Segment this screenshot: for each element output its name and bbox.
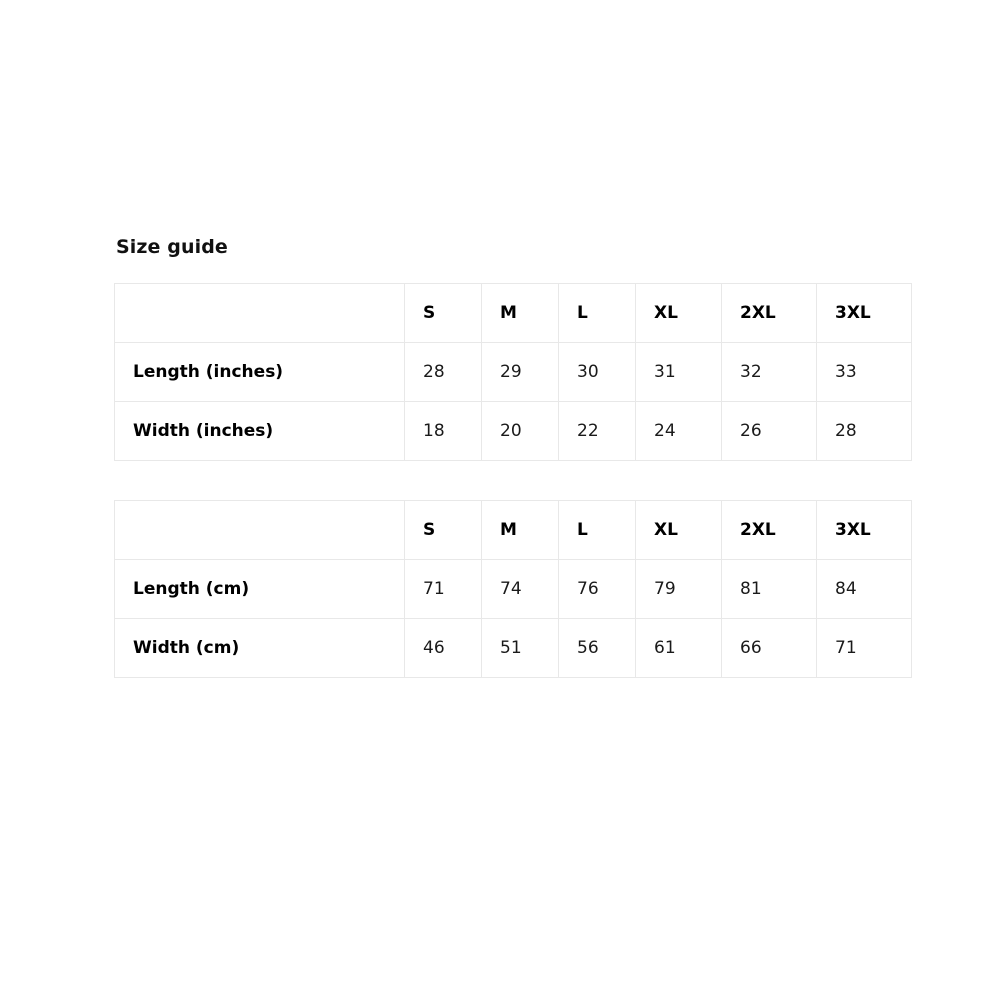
cell-length-cm-m: 74	[482, 560, 559, 619]
header-cell-2xl: 2XL	[722, 284, 817, 343]
cell-length-inches-l: 30	[559, 343, 636, 402]
header-cell-xl: XL	[636, 284, 722, 343]
cell-width-inches-m: 20	[482, 402, 559, 461]
cell-width-inches-s: 18	[405, 402, 482, 461]
cell-width-inches-xl: 24	[636, 402, 722, 461]
header-cell-xl: XL	[636, 501, 722, 560]
header-cell-3xl: 3XL	[817, 501, 912, 560]
cell-length-cm-s: 71	[405, 560, 482, 619]
cell-width-cm-3xl: 71	[817, 619, 912, 678]
header-cell-s: S	[405, 501, 482, 560]
cell-length-cm-xl: 79	[636, 560, 722, 619]
header-cell-blank	[115, 284, 405, 343]
table-row	[115, 560, 912, 619]
cell-width-inches-2xl: 26	[722, 402, 817, 461]
cell-width-cm-m: 51	[482, 619, 559, 678]
cell-length-cm-3xl: 84	[817, 560, 912, 619]
header-cell-s: S	[405, 284, 482, 343]
row-label-width-cm: Width (cm)	[115, 619, 405, 678]
cell-width-inches-l: 22	[559, 402, 636, 461]
header-cell-l: L	[559, 501, 636, 560]
cell-length-inches-xl: 31	[636, 343, 722, 402]
cell-width-inches-3xl: 28	[817, 402, 912, 461]
table-row	[115, 619, 912, 678]
header-cell-blank	[115, 501, 405, 560]
header-cell-2xl: 2XL	[722, 501, 817, 560]
cell-length-cm-l: 76	[559, 560, 636, 619]
cell-width-cm-xl: 61	[636, 619, 722, 678]
cell-length-inches-m: 29	[482, 343, 559, 402]
table-header-row	[115, 284, 912, 343]
row-label-length-cm: Length (cm)	[115, 560, 405, 619]
cell-width-cm-l: 56	[559, 619, 636, 678]
cell-width-cm-2xl: 66	[722, 619, 817, 678]
header-cell-m: M	[482, 284, 559, 343]
table-header-row	[115, 501, 912, 560]
table-row	[115, 402, 912, 461]
size-table-inches	[114, 283, 912, 461]
cell-width-cm-s: 46	[405, 619, 482, 678]
size-table-cm	[114, 500, 912, 678]
cell-length-cm-2xl: 81	[722, 560, 817, 619]
row-label-width-inches: Width (inches)	[115, 402, 405, 461]
size-guide-section	[114, 236, 871, 678]
header-cell-m: M	[482, 501, 559, 560]
header-cell-3xl: 3XL	[817, 284, 912, 343]
page-title: Size guide	[116, 236, 228, 258]
cell-length-inches-2xl: 32	[722, 343, 817, 402]
header-cell-l: L	[559, 284, 636, 343]
cell-length-inches-s: 28	[405, 343, 482, 402]
row-label-length-inches: Length (inches)	[115, 343, 405, 402]
table-row	[115, 343, 912, 402]
cell-length-inches-3xl: 33	[817, 343, 912, 402]
